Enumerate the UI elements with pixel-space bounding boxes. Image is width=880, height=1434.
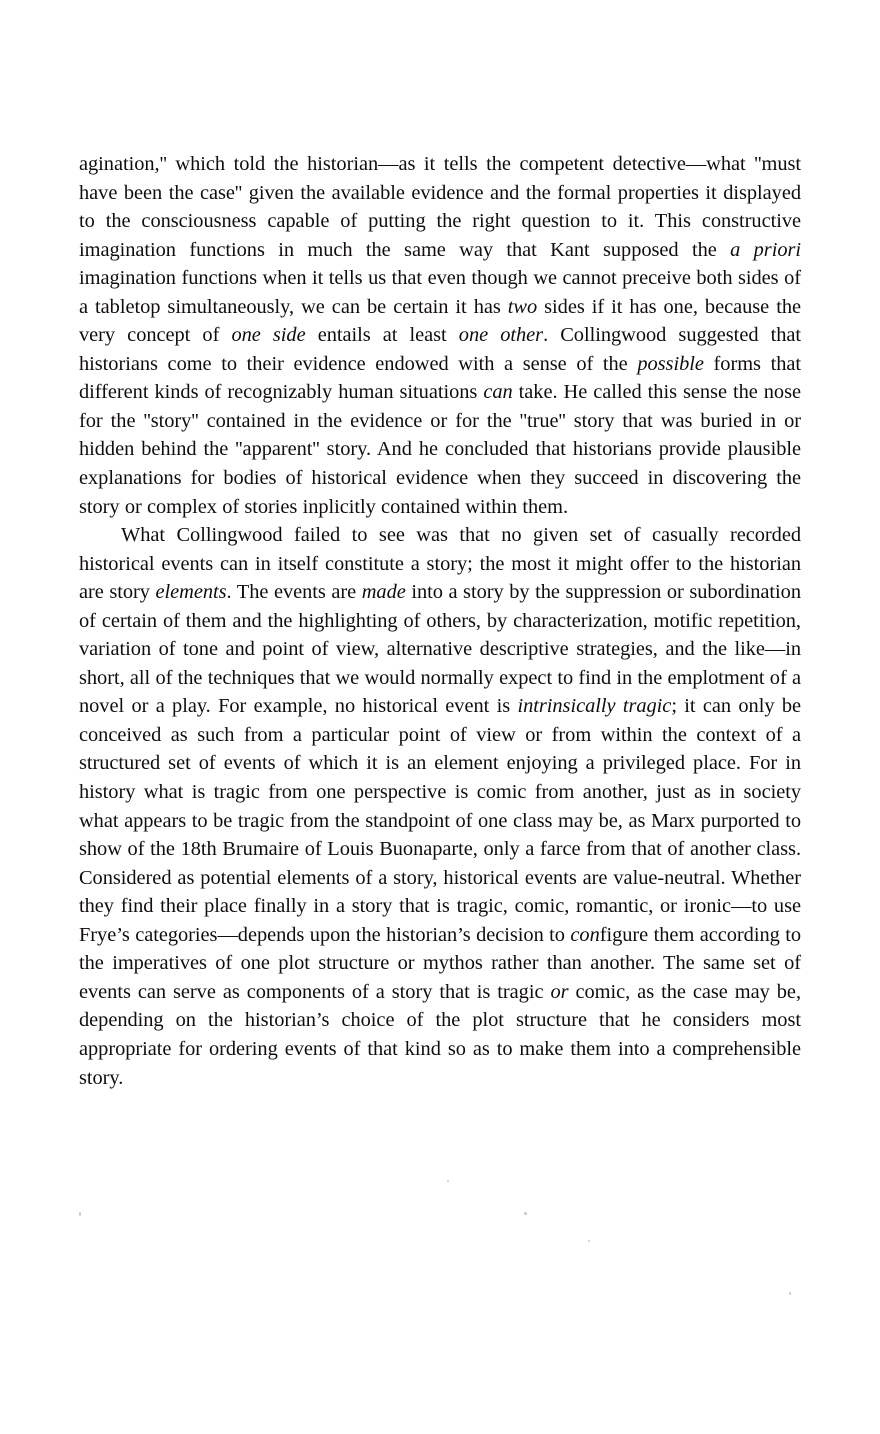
emphasis-run: elements (155, 581, 227, 604)
scan-speckle (79, 1212, 81, 1216)
emphasis-run: or (550, 980, 569, 1003)
emphasis-run: a priori (730, 238, 802, 261)
emphasis-run: intrinsically tragic (517, 695, 672, 718)
text-run: What Collingwood failed to see was that no given set of casually recorded historical events can in itself constitute a story; the most it might offer to the historian are story (79, 524, 801, 604)
text-run: agination,'' which told the historian—as it tells the competent detective—what ''must have been the case'' given the available evidence and the formal properties it displayed to the consciousness capable of putting the right question to it. This constructive imagination functions in much the same way that Kant supposed the (79, 153, 801, 261)
emphasis-run: possible (637, 352, 704, 375)
text-run: into a story by the suppression or subordination of certain of them and the highlighting of others, by characterization, motific repetition, variation of tone and point of view, alternative descriptive strategies, and the like—in short, all of the techniques that we would normally expect to find in the emplotment of a novel or a play. For example, no historical event is (79, 581, 801, 718)
text-run: entails at least (305, 324, 459, 347)
text-run: . The events are (226, 581, 362, 604)
text-run: . Collingwood suggested that historians come to their evidence endowed with a sense of the (79, 324, 802, 375)
text-run: ; it can only be conceived as such from a particular point of view or from within the context of a structured set of events of which it is an element enjoying a privileged place. For in history what is tragic from one perspective is comic from another, just as in society what appears to be tragic from the standpoint of one class may be, as Marx purported to show of the 18th Brumaire of Louis Buonaparte, only a farce from that of another class. Considered as potential elements of a story, historical events are value-neutral. Whether they find their place finally in a story that is tragic, comic, romantic, or ironic—to use Frye’s categories—depends upon the historian’s decision to (79, 695, 801, 946)
text-run: forms that different kinds of recognizably human situations (79, 352, 801, 404)
emphasis-run: one side (231, 324, 306, 347)
scan-speckle (524, 1212, 527, 1215)
body-text-column (79, 150, 801, 1092)
text-run: figure them according to the imperatives of one plot structure or mythos rather than another. The same set of events can serve as components of a story that is tragic (79, 923, 801, 1003)
text-run: comic, as the case may be, depending on the historian’s choice of the plot structure that he considers most appropriate for ordering events of that kind so as to make them into a comprehensible story. (79, 980, 801, 1089)
emphasis-run: two (507, 295, 538, 318)
scan-speckle (447, 1180, 449, 1182)
paragraph-collingwood-constructive-imagination (79, 150, 801, 521)
scan-speckle (789, 1292, 791, 1295)
emphasis-run: one other (458, 324, 544, 347)
emphasis-run: con (570, 923, 600, 946)
scan-speckle (588, 1240, 590, 1242)
emphasis-run: can (483, 381, 513, 404)
paragraph-events-made-into-a-story (79, 521, 801, 1092)
text-run: take. He called this sense the nose for the ''story'' contained in the evidence or for the ''true'' story that was buried in or hidden behind the ''apparent'' story. And he concluded that historians provide plausible explanations for bodies of historical evidence when they succeed in discovering the story or complex of stories inplicitly contained within them. (79, 381, 801, 518)
text-run: imagination functions when it tells us that even though we cannot preceive both sides of a tabletop simultaneously, we can be certain it has (79, 267, 801, 318)
text-run: sides if it has one, because the very concept of (79, 295, 801, 347)
emphasis-run: made (361, 581, 406, 604)
